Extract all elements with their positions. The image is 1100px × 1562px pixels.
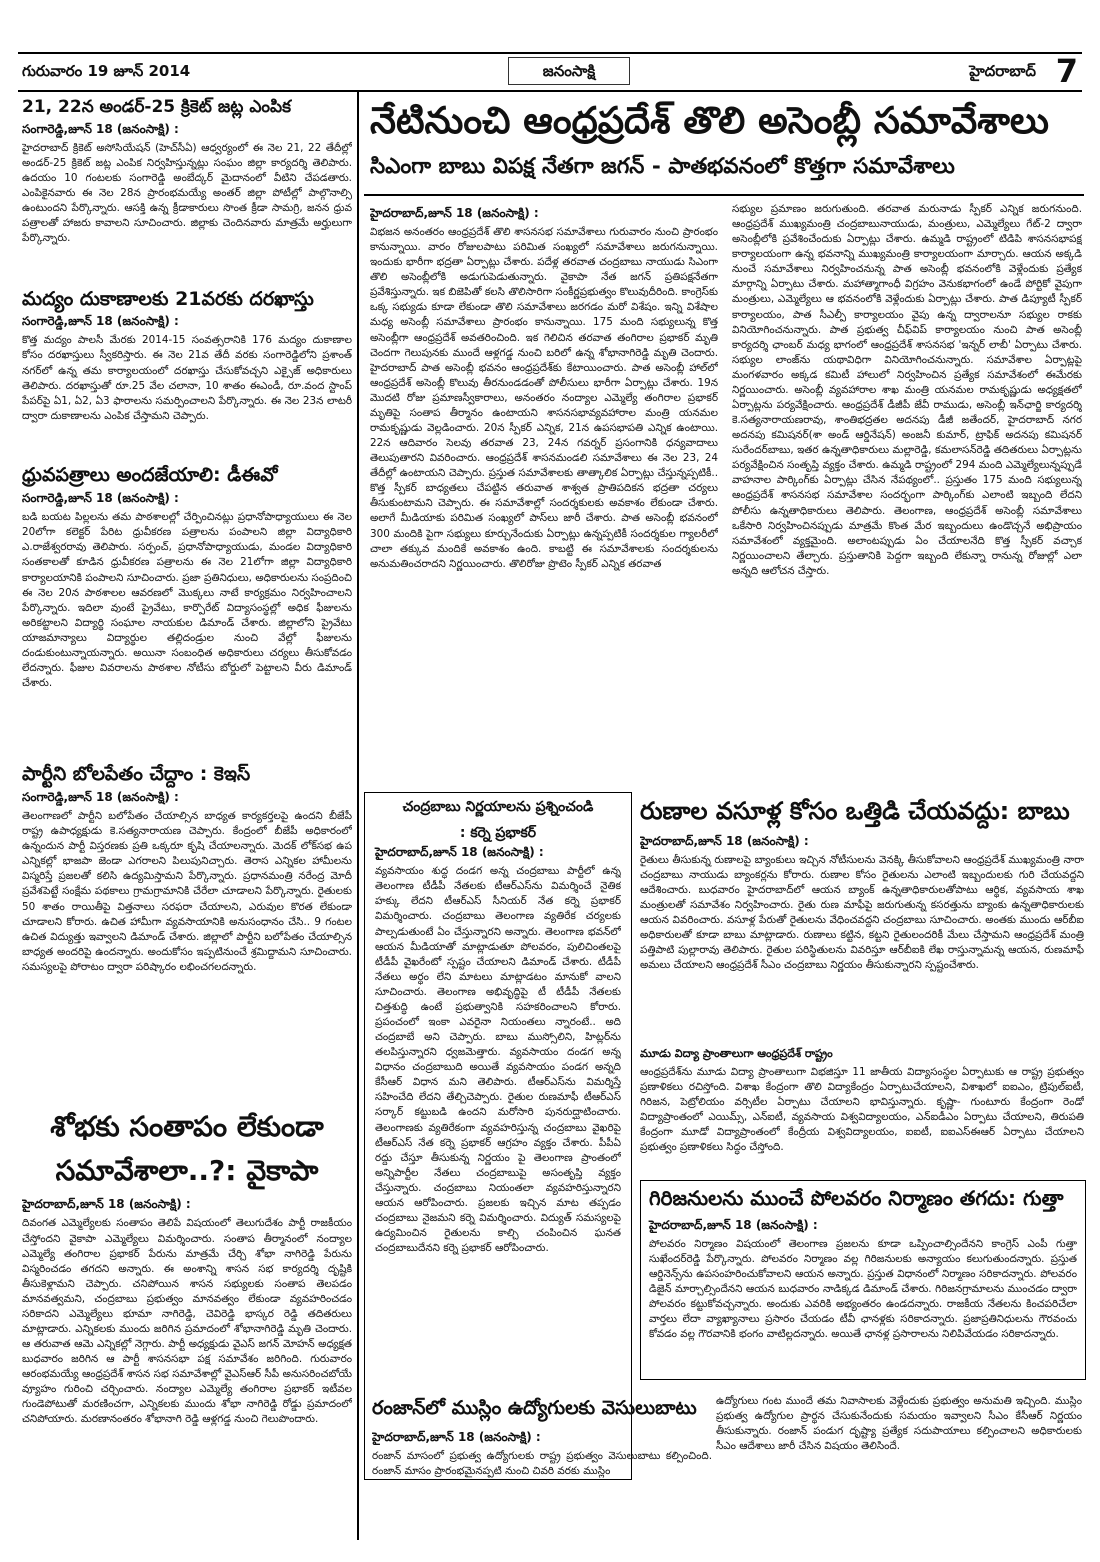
edition-city: హైదరాబాద్	[969, 62, 1036, 80]
article-body-2: ఉద్యోగులు గంట ముందే తమ నివాసాలకు వెళ్లేందుకు ప్రభుత్వం అనుమతి ఇచ్చింది. ముస్లిం ప్రభుత్వ ఉద్యోగుల ప్రార్థన చేసుకునేందుకు సమయం ఇవ్వాలని సీఎం కేసీఆర్ నిర్ణయం తీసుకున్నారు. రంజాన్ పండుగ దృష్ట్యా ప్రత్యేక సదుపాయాలు కల్పించాలని అధికారులకు సీఎం ఆదేశాలు జారీ చేసిన విషయం తెలిసిందే.	[716, 1395, 1082, 1453]
lead-story	[364, 94, 1084, 784]
article-certificates-deo	[22, 465, 352, 756]
lead-rule	[364, 194, 1084, 196]
lead-headline: నేటినుంచి ఆంధ్రప్రదేశ్ తొలి అసెంబ్లీ సమావేశాలు	[370, 99, 1049, 142]
masthead	[18, 52, 1082, 92]
headline-line-1: శోభకు సంతాపం లేకుండా	[50, 1110, 324, 1144]
page-number: 7	[1055, 52, 1078, 90]
article-ramzan	[364, 1388, 1084, 1542]
headline: గిరిజనులను ముంచే పోలవరం నిర్మాణం తగదు: గుత్తా	[649, 1186, 1064, 1210]
article-body: విభజన అనంతరం ఆంధ్రప్రదేశ్ తొలి శాసనసభ సమావేశాలు గురువారం నుంచి ప్రారంభం కానున్నాయి. వారం రోజులపాటు పరిమిత సంఖ్యలో సమావేశాలు జరుగనున్నాయి. ఇందుకు భారీగా భద్రతా ఏర్పాట్లు చేశారు. పదేళ్ల తరవాత చంద్రబాబు నాయుడు సిఎంగా తొలి అసెంబ్లీలోకి అడుగుపెడుతున్నారు. వైకాపా నేత జగన్ ప్రతిపక్షనేతగా ప్రవేశిస్తున్నారు. ఇక బిజెపితో కలసి తొలిసారిగా సంకీర్ణప్రభుత్వం కొలువుదీరింది. కాంగ్రెస్‌కు ఒక్క సభ్యుడు కూడా లేకుండా తొలి సమావేశాలు జరగడం మరో విశేషం. ఇన్ని విశేషాల మధ్య అసెంబ్లీ సమావేశాలు ప్రారంభం కానున్నాయి. 175 మంది సభ్యులున్న కొత్త అసెంబ్లీగా ఆంధ్రప్రదేశ్ అవతరించింది. ఇక గెలిచిన తరవాత తంగిరాల ప్రభాకర్ మృతి చెందగా గెలుపునకు ముందే ఆళ్లగడ్డ నుంచి బరిలో ఉన్న శోభానాగిరెడ్డి మృతి చెందారు. హైదరాబాద్ పాత అసెంబ్లీ భవనం ఆంధ్రప్రదేశ్‌కు కేటాయించారు. పాత అసెంబ్లీ హాల్‌లో ఆంధ్రప్రదేశ్ అసెంబ్లీ కొలువు తీరనుండడంతో పోలీసులు భారీగా ఏర్పాట్లు చేశారు. 19న మొదటి రోజు ప్రమాణస్వీకారాలు, అనంతరం నంద్యాల ఎమ్మెల్యే తంగిరాల ప్రభాకర్ మృతిపై సంతాప తీర్మానం ఉంటాయని శాసనసభావ్యవహారాల మంత్రి యనమల రామకృష్ణుడు వెల్లడించారు. 20న స్పీకర్ ఎన్నిక, 21న ఉపసభాపతి ఎన్నిక ఉంటాయి. 22న ఆదివారం సెలవు తరవాత 23, 24న గవర్నర్ ప్రసంగానికి ధన్యవాదాలు తెలుపుతారని వివరించారు. ఆంధ్రప్రదేశ్ శాసనమండలి సమావేశాలు ఈ నెల 23, 24 తేదీల్లో ఉంటాయని చెప్పారు. ప్రస్తుత సమావేశాలకు తాత్కాలిక ఏర్పాట్లు చేస్తున్నప్పటికీ.. కొత్త స్పీకర్ బాధ్యతలు చేపట్టిన తరువాత శాశ్వత ప్రాతిపదికన భద్రతా చర్యలు తీసుకుంటామని చెప్పారు. ఈ సమావేశాల్లో సందర్శకులకు అవకాశం లేకుండా చేశారు. అలాగే మీడియాకు పరిమిత సంఖ్యలో పాస్‌లు జారీ చేశారు. పాత అసెంబ్లీ భవనంలో 300 మందికి పైగా సభ్యులు కూర్చునేందుకు ఏర్పాట్లు ఉన్నప్పటికీ సందర్శకుల గ్యాలరీలో చాలా తక్కువ మందికే అవకాశం ఉంది. కాబట్టి ఈ సమావేశాలకు సందర్శకులను అనుమతించరాదని నిర్ణయించారు. తొలిరోజు ప్రొటెం స్పీకర్ ఎన్నిక తరవాత	[370, 226, 718, 570]
article-cricket-selection	[22, 98, 352, 283]
article-polavaram	[640, 1180, 1086, 1380]
dateline: సంగారెడ్డి,జూన్ 18 (జనంసాక్షి) :	[22, 790, 179, 805]
article-body-2: ఆంధ్రప్రదేశ్‌ను మూడు విద్యా ప్రాంతాలుగా విభజిస్తూ 11 జాతీయ విద్యాసంస్థల ఏర్పాటుకు ఆ రాష్ట్ర ప్రభుత్వం ప్రణాళికలు రచిస్తోంది. విశాఖ కేంద్రంగా తొలి విద్యాకేంద్రం ఏర్పాటుచేయాలని, విశాఖలో ఐఐఎం, ట్రిపుల్‌ఐటీ, గిరిజన, పెట్రోలియం వర్సిటీల ఏర్పాటు చేయాలని భావిస్తున్నారు. కృష్ణా- గుంటూరు కేంద్రంగా రెండో విద్యాప్రాంతంలో ఎయిమ్స్, ఎన్ఐటీ, వ్యవసాయ విశ్వవిద్యాలయం, ఎన్ఐడీఎం ఏర్పాటు చేయాలని, తిరుపతి కేంద్రంగా మూడో విద్యాప్రాంతంలో కేంద్రీయ విశ్వవిద్యాలయం, ఐఐటీ, ఐఐఎస్ఈఆర్ ఏర్పాటు చేయాలని ప్రభుత్వం ప్రణాళికలు సిద్ధం చేస్తోంది.	[640, 1065, 1084, 1153]
article-karne-prabhakar	[364, 792, 632, 1480]
headline-line-2: సమావేశాలా..?: వైకాపా	[55, 1154, 319, 1188]
lead-subhead: సిఎంగా బాబు విపక్ష నేతగా జగన్ - పాతభవనంలో కొత్తగా సమావేశాలు	[370, 153, 955, 179]
column-divider	[357, 92, 359, 1540]
dateline: హైదరాబాద్,జూన్ 18 (జనంసాక్షి) :	[22, 1197, 191, 1212]
article-body: రైతులు తీసుకున్న రుణాలపై బ్యాంకులు ఇచ్చిన నోటీసులను వెనక్కి తీసుకోవాలని ఆంధ్రప్రదేశ్ ముఖ్యమంత్రి నారా చంద్రబాబు నాయుడు బ్యాంకర్లను కోరారు. రుణాల కోసం రైతులను ఎలాంటి ఇబ్బందులకు గురి చేయవద్దని ఆదేశించారు. బుధవారం హైదరాబాద్‌లో ఆయన బ్యాంక్ ఉన్నతాధికారులతోపాటు ఆర్థిక, వ్యవసాయ శాఖ మంత్రులతో సమావేశం నిర్వహించారు. రైతు రుణ మాఫీపై జరుగుతున్న కసరత్తును బ్యాంకు ఉన్నతాధికారులకు ఆయన వివరించారు. వసూళ్ల పేరుతో రైతులను వేధించవద్దని చంద్రబాబు సూచించారు. అంతకు ముందు ఆర్‌బీఐ అధికారులతో కూడా బాబు మాట్లాడారు. రుణాలు కట్టిన, కట్టని రైతులందరికీ మేలు చేస్తామని ఆంధ్రప్రదేశ్ మంత్రి పత్తిపాటి పుల్లారావు తెలిపారు. రైతుల పరిస్థితులను వివరిస్తూ ఆర్‌బీఐకి లేఖ రాస్తున్నామన్న ఆయన, రుణమాఫీ అమలు చేయాలని ఆంధ్రప్రదేశ్ సీఎం చంద్రబాబు నిర్ణయం తీసుకున్నారని స్పష్టంచేశారు.	[640, 853, 1084, 972]
dateline: సంగారెడ్డి,జూన్ 18 (జనంసాక్షి) :	[22, 121, 179, 136]
article-body: వ్యవసాయం శుద్ధ దండగ అన్న చంద్రబాబు పార్టీలో ఉన్న తెలంగాణ టీడీపీ నేతలకు టీఆర్‌ఎస్‌ను విమర్శించే నైతిక హక్కు లేదని టీఆర్‌ఎస్ సీనియర్ నేత కర్నె ప్రభాకర్ విమర్శించారు. చంద్రబాబు తెలంగాణ వ్యతిరేక చర్యలకు పాల్పడుతుంటే ఏం చేస్తున్నారని అన్నారు. తెలంగాణ భవన్‌లో ఆయన మీడియాతో మాట్లాడుతూ పోలవరం, పులిచింతలపై టీడీపీ వైఖరేంటో స్పష్టం చేయాలని డిమాండ్ చేశారు. టీడీపీ నేతలు అర్థం లేని మాటలు మాట్లాడటం మానుకో వాలని సూచించారు. తెలంగాణ అభివృద్ధిపై టీ టీడీపీ నేతలకు చిత్తశుద్ధి ఉంటే ప్రభుత్వానికి సహకరించాలని కోరారు. ప్రపంచంలో ఇంకా ఎవరైనా నియంతలు న్నారంటే.. అది చంద్రబాబే అని చెప్పారు. బాబు ముస్సోలిని, హిట్లర్‌ను తలపిస్తున్నారని ధ్వజమెత్తారు. వ్యవసాయం దండగ అన్న విధానం చంద్రబాబుది అయితే వ్యవసాయం పండగ అన్నది కేసీఆర్ విధాన మని తెలిపారు. టీఆర్‌ఎస్‌ను విమర్శిస్తే సహించేది లేదని తేల్చిచెప్పారు. రైతుల రుణమాఫీ టీఆర్‌ఎస్ సర్కార్ కట్టుబడి ఉందని మరోసారి పునరుద్ఘాటించారు. తెలంగాణకు వ్యతిరేకంగా వ్యవహరిస్తున్న చంద్రబాబు వైఖరిపై టీఆర్‌ఎస్ నేత కర్నె ప్రభాకర్ ఆగ్రహం వ్యక్తం చేశారు. పీపీఏ రద్దు చేస్తూ తీసుకున్న నిర్ణయం పై తెలంగాణ ప్రాంతంలో అన్నిపార్టీల నేతలు చంద్రబాబుపై అసంతృప్తి వ్యక్తం చేస్తున్నారు. చంద్రబాబు నియంతలా వ్యవహరిస్తున్నారని ఆయన ఆరోపించారు. ప్రజలకు ఇచ్చిన మాట తప్పడం చంద్రబాబు నైజమని కర్నె విమర్శించారు. విద్యుత్ సమస్యలపై ఉద్యమించిన రైతులను కాల్చి చంపించిన ఘనత చంద్రబాబుదేనని కర్నె ప్రభాకర్ ఆరోపించారు.	[375, 865, 621, 1255]
headline: రంజాన్‌లో ముస్లిం ఉద్యోగులకు వెసులుబాటు	[372, 1397, 697, 1419]
article-body: కొత్త మద్యం పాలసీ మేరకు 2014-15 సంవత్సరానికి 176 మద్యం దుకాణాల కోసం దరఖాస్తులు స్వీకరిస్తారు. ఈ నెల 21వ తేదీ వరకు సంగారెడ్డిలోని ప్రశాంత్ నగర్‌లో ఉన్న తమ కార్యాలయంలో దరఖాస్తు చేసుకోవచ్చని ఎక్సైజ్ అధికారులు తెలిపారు. దరఖాస్తుతో రూ.25 వేల చలానా, 10 శాతం ఈఎండీ, రూ.వంద స్టాంప్ పేపర్‌పై ఏ1, ఏ2, ఏ3 ఫారాలను సమర్పించాలని పేర్కొన్నారు. ఈ నెల 23న లాటరీ ద్వారా దుకాణాలను ఎంపిక చేస్తామని చెప్పారు.	[22, 334, 352, 422]
article-body: సభ్యుల ప్రమాణం జరుగుతుంది. తరవాత మరునాడు స్పీకర్ ఎన్నిక జరుగనుంది. ఆంధ్రప్రదేశ్ ముఖ్యమంత్రి చంద్రబాబునాయుడు, మంత్రులు, ఎమ్మెల్యేలు గేట్-2 ద్వారా అసెంబ్లీలోకి ప్రవేశించేందుకు ఏర్పాట్లు చేశారు. ఉమ్మడి రాష్ట్రంలో టిడిపి శాసనసభాపక్ష కార్యాలయంగా ఉన్న భవనాన్ని ముఖ్యమంత్రి కార్యాలయంగా మార్చారు. ఆయన అక్కడి నుంచే సమావేశాలు నిర్వహించనున్న పాత అసెంబ్లీ భవనంలోకి వెళ్లేందుకు ప్రత్యేక మార్గాన్ని ఏర్పాటు చేశారు. మహాత్మాగాంధీ విగ్రహం వెనుకభాగంలో ఉండే పోర్టికో వైపుగా మంత్రులు, ఎమ్మెల్యేలు ఆ భవనంలోకి వెళ్లేందుకు ఏర్పాట్లు చేశారు. పాత డిప్యూటీ స్పీకర్ కార్యాలయం, పాత సీఎల్పీ కార్యాలయం వైపు ఉన్న ద్వారాలనూ సభ్యుల రాకకు వినియోగించనున్నారు. పాత ప్రభుత్వ చీఫ్‌విప్ కార్యాలయం నుంచి పాత అసెంబ్లీ కార్యదర్శి ఛాంబర్ మధ్య భాగంలో ఆంధ్రప్రదేశ్ శాసనసభ 'ఇన్నర్ లాబీ' ఏర్పాటు చేశారు. సభ్యుల లాంజ్‌ను యథావిధిగా వినియోగించనున్నారు. సమావేశాల ఏర్పాట్లపై మంగళవారం అక్కడ కమిటీ హాలులో నిర్వహించిన ప్రత్యేక సమావేశంలో ఈమేరకు నిర్ణయించారు. అసెంబ్లీ వ్యవహారాల శాఖ మంత్రి యనమల రామకృష్ణుడు అధ్యక్షతలో ఏర్పాట్లను పర్యవేక్షించారు. ఆంధ్రప్రదేశ్ డీజీపీ జేవీ రాముడు, అసెంబ్లీ ఇన్‌ఛార్జి కార్యదర్శి కె.సత్యనారాయణరావు, శాంతిభద్రతల అదనపు డీజీ జతేందర్, హైదరాబాద్ నగర అదనపు కమిషనర్(శా అండ్ ఆర్డినేషన్) అంజనీ కుమార్, ట్రాఫిక్ అదనపు కమిషనర్ సురేందర్‌బాబు, ఇతర ఉన్నతాధికారులు మల్లారెడ్డి, కమలాసన్‌రెడ్డి తదితరులు ఏర్పాట్లను పర్యవేక్షించిన సంతృప్తి వ్యక్తం చేశారు. ఉమ్మడి రాష్ట్రంలో 294 మంది ఎమ్మెల్యేలున్నప్పుడే వాహనాల పార్కింగ్‌కు ఏర్పాట్లు చేసిన నేపథ్యంలో.. ప్రస్తుతం 175 మంది సభ్యులున్న ఆంధ్రప్రదేశ్ శాసనసభ సమావేశాల సందర్భంగా పార్కింగ్‌కు ఎలాంటి ఇబ్బంది లేదని పోలీసు ఉన్నతాధికారులు తెలిపారు. తెలంగాణ, ఆంధ్రప్రదేశ్ అసెంబ్లీ సమావేశాలు ఒకేసారి నిర్వహించినప్పుడు మాత్రమే కొంత మేర ఇబ్బందులు ఉండొచ్చనే అభిప్రాయం సమావేశంలో వ్యక్తమైంది. అలాంటప్పుడు ఏం చేయాలనేది కొత్త స్పీకర్ వచ్చాక నిర్ణయించాలని తేల్చారు. ప్రస్తుతానికి పెద్దగా ఇబ్బంది లేకున్నా రానున్న రోజుల్లో ఎలా అన్నది ఆలోచన చేస్తారు.	[732, 203, 1082, 577]
subheadline: మూడు విద్యా ప్రాంతాలుగా ఆంధ్రప్రదేశ్ రాష్ట్రం	[640, 1046, 833, 1060]
headline-line-1: చంద్రబాబు నిర్ణయాలను ప్రశ్నించండి	[402, 799, 594, 815]
article-body: తెలంగాణలో పార్టీని బలోపేతం చేయాల్సిన బాధ్యత కార్యకర్తలపై ఉందని బీజేపీ రాష్ట్ర ఉపాధ్యక్షుడు కె.సత్యనారాయణ చెప్పారు. కేంద్రంలో బీజేపీ అధికారంలో ఉన్నందున పార్టీ విస్తరణకు ప్రతి ఒక్కరూ కృషి చేయాలన్నారు. మెదక్ లోక్‌సభ ఉప ఎన్నికల్లో భాజపా జెండా ఎగరాలని పిలుపునిచ్చారు. తెరాస ఎన్నికల హామీలను విస్మరిస్తే ప్రజలతో కలిసి ఉద్యమిస్తామని పేర్కొన్నారు. ప్రధానమంత్రి నరేంద్ర మోదీ ప్రవేశపెట్టే సంక్షేమ పథకాలు గ్రామగ్రామానికి చేరేలా చూడాలని పేర్కొన్నారు. రైతులకు 50 శాతం రాయితీపై విత్తనాలు సరఫరా చేయాలని, ఎరువుల కొరత లేకుండా చూడాలని కోరారు. ఉచిత హామీగా వ్యవసాయానికి అనుసంధానం చేసి.. 9 గంటల ఉచిత విద్యుత్తు ఇవ్వాలని డిమాండ్ చేశారు. జిల్లాలో పార్టీని బలోపేతం చేయాల్సిన బాధ్యత అందరిపై ఉందన్నారు. అందుకోసం ఇప్పటినుంచే శ్రమిద్దామని సూచించారు. సమస్యలపై పోరాటం ద్వారా పరిష్కారం లభించగలదన్నారు.	[22, 810, 352, 973]
dateline: హైదరాబాద్,జూన్ 18 (జనంసాక్షి) :	[370, 206, 539, 220]
lead-column-1	[370, 202, 718, 782]
headline: పార్టీని బోలపేతం చేద్దాం : కెఇస్	[22, 763, 251, 786]
headline: రుణాల వసూళ్ల కోసం ఒత్తిడి చేయవద్దు: బాబు	[640, 797, 1070, 825]
dateline: హైదరాబాద్,జూన్ 18 (జనంసాక్షి) :	[372, 1429, 541, 1444]
headline: 21, 22న అండర్-25 క్రికెట్ జట్ల ఎంపిక	[22, 97, 291, 117]
paper-logo: జనంసాక్షి	[508, 57, 630, 85]
left-column	[22, 94, 352, 1542]
dateline: హైదరాబాద్,జూన్ 18 (జనంసాక్షి) :	[649, 1218, 818, 1232]
article-condolence-ysrcp	[22, 1111, 352, 1516]
article-body: పోలవరం నిర్మాణం విషయంలో తెలంగాణ ప్రజలను కూడా ఒప్పించాల్సిందేనని కాంగ్రెస్ ఎంపీ గుత్తా సుఖేందర్‌రెడ్డి పేర్కొన్నారు. పోలవరం నిర్మాణం వల్ల గిరిజనులకు అన్యాయం కలుగుతుందన్నారు. ప్రస్తుత ఆర్డినెన్స్‌ను ఉపసంహరించుకోవాలని ఆయన అన్నారు. ప్రస్తుత విధానంలో నిర్మాణం సరికాదన్నారు. పోలవరం డిజైన్ మార్చాల్సిందేనని ఆయన బుధవారం నాడిక్కడ డిమాండ్ చేశారు. గిరిజనగ్రామాలను ముంచడం ద్వారా పోలవరం కట్టుకోవచ్చన్నారు. అందుకు ఎవరికి అభ్యంతరం ఉండదన్నారు. రాజకీయ నేతలను కించపరిచేలా వార్తలు లేదా వ్యాఖ్యానాలు ప్రసారం చేయడం టీవీ ఛానళ్లకు సరికాదన్నారు. ప్రజాప్రతినిధులను గౌరవంచు కోవడం వల్ల గౌరవానికి భంగం వాటిల్లదన్నారు. అయితే ఛానళ్ల ప్రసారాలను నిలిపివేయడం సరికాదన్నారు.	[649, 1238, 1077, 1341]
article-loan-recovery	[640, 792, 1084, 1172]
dateline: సంగారెడ్డి,జూన్ 18 (జనంసాక్షి) :	[22, 314, 179, 329]
article-body: దివంగత ఎమ్మెల్యేలకు సంతాపం తెలిపే విషయంలో తెలుగుదేశం పార్టీ రాజకీయం చేస్తోందని వైకాపా ఎమ్మెల్యేలు విమర్శించారు. సంతాప తీర్మానంలో నంద్యాల ఎమ్మెల్యే తంగిరాల ప్రభాకర్ పేరును మాత్రమే చేర్చి శోభా నాగిరెడ్డి పేరును విస్మరించడం తగదని అన్నారు. ఈ అంశాన్ని శాసన సభ కార్యదర్శి దృష్టికి తీసుకెళ్లామని చెప్పారు. చనిపోయిన శాసన సభ్యులకు సంతాప తెలపడం మానవత్వమని, చంద్రబాబు ప్రభుత్వం మానవత్వం లేకుండా వ్యవహరించడం సరికాదని ఎమ్మెల్యేలు భూమా నాగిరెడ్డి, చెవిరెడ్డి భాస్కర రెడ్డి తదితరులు మాట్లాడారు. ఎన్నికలకు ముందు జరిగిన ప్రమాదంలో శోభానాగిరెడ్డి మృతి చెందారు. ఆ తరువాత ఆమె ఎన్నికల్లో నెగ్గారు. పార్టీ అధ్యక్షుడు వైఎస్ జగన్ మోహన్ అధ్యక్షత బుధవారం జరిగిన ఆ పార్టీ శాసనసభా పక్ష సమావేశం జరిగింది. గురువారం ఆరంభమయ్యే ఆంధ్రప్రదేశ్ శాసన సభ సమావేశాల్లో వైఎస్‌ఆర్ సీపీ అనుసరించబోయే వ్యూహం గురించి చర్చించారు. నంద్యాల ఎమ్మెల్యే తంగిరాల ప్రభాకర్ ఇటీవల గుండెపోటుతో మరణించగా, ఎన్నికలకు ముందు శోభా నాగిరెడ్డి రోడ్డు ప్రమాదంలో చనిపోయారు. మరణానంతరం శోభానాగి రెడ్డి ఆళ్లగడ్డ నుంచి గెలుపొందారు.	[22, 1217, 352, 1426]
ramzan-column-1	[372, 1388, 712, 1542]
issue-date: గురువారం 19 జూన్ 2014	[22, 62, 191, 80]
headline: ధ్రువపత్రాలు అందజేయాలి: డీఈవో	[22, 464, 278, 487]
article-strengthen-party	[22, 764, 352, 1101]
dateline: హైదరాబాద్,జూన్ 18 (జనంసాక్షి) :	[640, 833, 809, 848]
ramzan-column-2	[716, 1394, 1082, 1542]
headline: మద్యం దుకాణాలకు 21వరకు దరఖాస్తు	[22, 287, 314, 310]
article-body: రంజాన్ మాసంలో ప్రభుత్వ ఉద్యోగులకు రాష్ట్ర ప్రభుత్వం వెసులుబాటు కల్పించింది. రంజాన్ మాసం ప్రారంభమైనప్పటి నుంచి చివరి వరకు ముస్లిం	[372, 1449, 712, 1477]
article-body: బడి బయట పిల్లలను తమ పాఠశాలల్లో చేర్పించినట్లు ప్రధానోపాధ్యాయులు ఈ నెల 20లోగా కలెక్టర్ పేరిట ధ్రువీకరణ పత్రాలను పంపాలని జిల్లా విద్యాధికారి ఎ.రాజేశ్వరరావు తెలిపారు. సర్పంచ్, ప్రధానోపాధ్యాయుడు, మండల విద్యాధికారి సంతకాలతో కూడిన ధ్రువీకరణ పత్రాలను ఈ నెల 21లోగా జిల్లా విద్యాధికారి కార్యాలయానికి పంపాలని సూచించారు. ప్రజా ప్రతినిధులు, అధికారులను సంప్రదించి ఈ నెల 20న పాఠశాలల ఆవరణలో మొక్కలు నాటే కార్యక్రమం నిర్వహించాలని పేర్కొన్నారు. ఇదిలా వుంటే ప్రైవేటు, కార్పొరేట్ విద్యాసంస్థల్లో అధిక ఫీజులను అరికట్టాలని విద్యార్థి సంఘాల నాయకుల డిమాండ్ చేశారు. జిల్లాలోని ప్రైవేటు యాజమాన్యాలు విద్యార్థుల తల్లిదండ్రుల నుంచి వేల్లో ఫీజులను దండుకుంటున్నాయన్నారు. అయినా సంబంధిత అధికారులు చర్యలు తీసుకోవడం లేదన్నారు. ఫీజుల వివరాలను పాఠశాల నోటీసు బోర్డులో పెట్టాలని వీరు డిమాండ్ చేశారు.	[22, 511, 352, 690]
article-body: హైదరాబాద్ క్రికెట్ అసోసియేషన్ (హెచ్‌సీఏ) ఆధ్వర్యంలో ఈ నెల 21, 22 తేదీల్లో అండర్-25 క్రికెట్ జట్ల ఎంపిక నిర్వహిస్తున్నట్లు సంఘం జిల్లా కార్యదర్శి తెలిపారు. ఉదయం 10 గంటలకు సంగారెడ్డి అంబేద్కర్ మైదానంలో వీటిని చేపడతారు. ఎంపికైనవారు ఈ నెల 28న ప్రారంభమయ్యే అంతర్ జిల్లా పోటీల్లో పాల్గొనాల్సి ఉంటుందని పేర్కొన్నారు. ఆసక్తి ఉన్న క్రీడాకారులు సొంత క్రీడా సామగ్రి, జనన ధ్రువ పత్రాలతో హాజరు కావాలని సూచించారు. జిల్లాకు చెందినవారు మాత్రమే అర్హులుగా పేర్కొన్నారు.	[22, 141, 352, 245]
lead-column-2	[732, 202, 1082, 782]
dateline: హైదరాబాద్,జూన్ 18 (జనంసాక్షి) :	[375, 845, 544, 860]
dateline: సంగారెడ్డి,జూన్ 18 (జనంసాక్షి) :	[22, 491, 179, 506]
headline-line-2: : కర్నె ప్రభాకర్	[459, 825, 537, 842]
article-liquor-shops	[22, 289, 352, 458]
